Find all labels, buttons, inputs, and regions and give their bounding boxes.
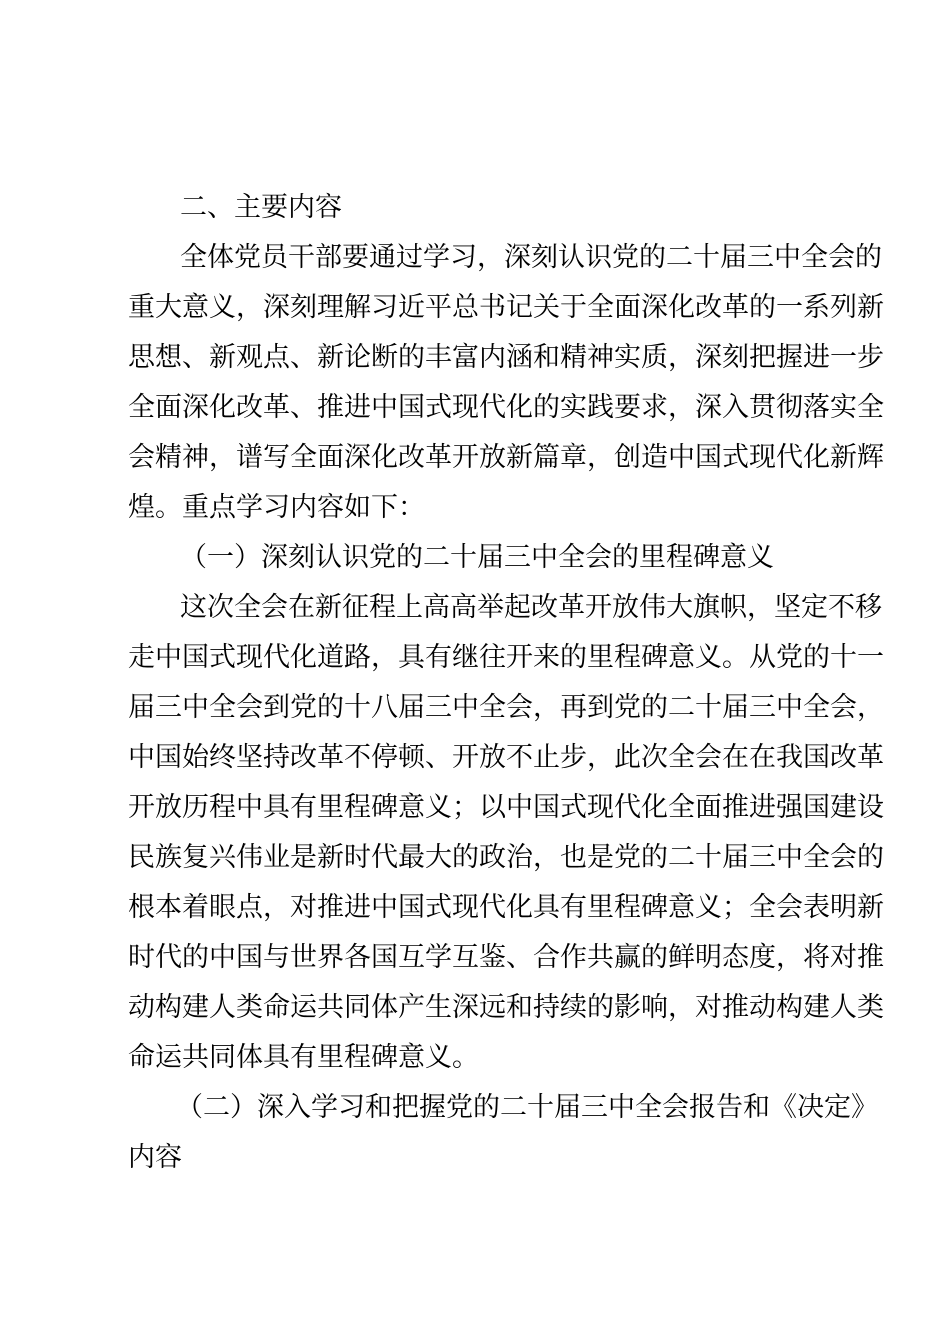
- document-body: [128, 183, 884, 1183]
- paragraph-line: 开放历程中具有里程碑意义；以中国式现代化全面推进强国建设: [128, 792, 884, 823]
- paragraph-line: 民族复兴伟业是新时代最大的政治，也是党的二十届三中全会的: [128, 842, 884, 873]
- paragraph-line: 走中国式现代化道路，具有继往开来的里程碑意义。从党的十一: [128, 642, 884, 673]
- paragraph-line: 根本着眼点，对推进中国式现代化具有里程碑意义；全会表明新: [128, 892, 884, 923]
- paragraph-line: 会精神，谱写全面深化改革开放新篇章，创造中国式现代化新辉: [128, 442, 884, 473]
- subheading-line: 内容: [128, 1142, 182, 1173]
- paragraph-line: 中国始终坚持改革不停顿、开放不止步，此次全会在在我国改革: [128, 742, 884, 773]
- subheading-2: [128, 1083, 878, 1183]
- subheading-1: （一）深刻认识党的二十届三中全会的里程碑意义: [180, 542, 774, 573]
- paragraph-line: 届三中全会到党的十八届三中全会，再到党的二十届三中全会，: [128, 692, 884, 723]
- paragraph-line: 动构建人类命运共同体产生深远和持续的影响，对推动构建人类: [128, 992, 884, 1023]
- paragraph-line: 煌。重点学习内容如下：: [128, 492, 425, 523]
- paragraph-line: 全面深化改革、推进中国式现代化的实践要求，深入贯彻落实全: [128, 392, 884, 423]
- paragraph-line: 全体党员干部要通过学习，深刻认识党的二十届三中全会的: [180, 242, 882, 273]
- paragraph-1: [128, 233, 884, 533]
- paragraph-line: 命运共同体具有里程碑意义。: [128, 1042, 479, 1073]
- paragraph-2: [128, 583, 884, 1083]
- subheading-line: （二）深入学习和把握党的二十届三中全会报告和《决定》: [176, 1092, 878, 1123]
- paragraph-line: 思想、新观点、新论断的丰富内涵和精神实质，深刻把握进一步: [128, 342, 884, 373]
- paragraph-line: 这次全会在新征程上高高举起改革开放伟大旗帜，坚定不移: [180, 592, 882, 623]
- section-heading: 二、主要内容: [180, 192, 342, 223]
- paragraph-line: 时代的中国与世界各国互学互鉴、合作共赢的鲜明态度，将对推: [128, 942, 884, 973]
- paragraph-line: 重大意义，深刻理解习近平总书记关于全面深化改革的一系列新: [128, 292, 884, 323]
